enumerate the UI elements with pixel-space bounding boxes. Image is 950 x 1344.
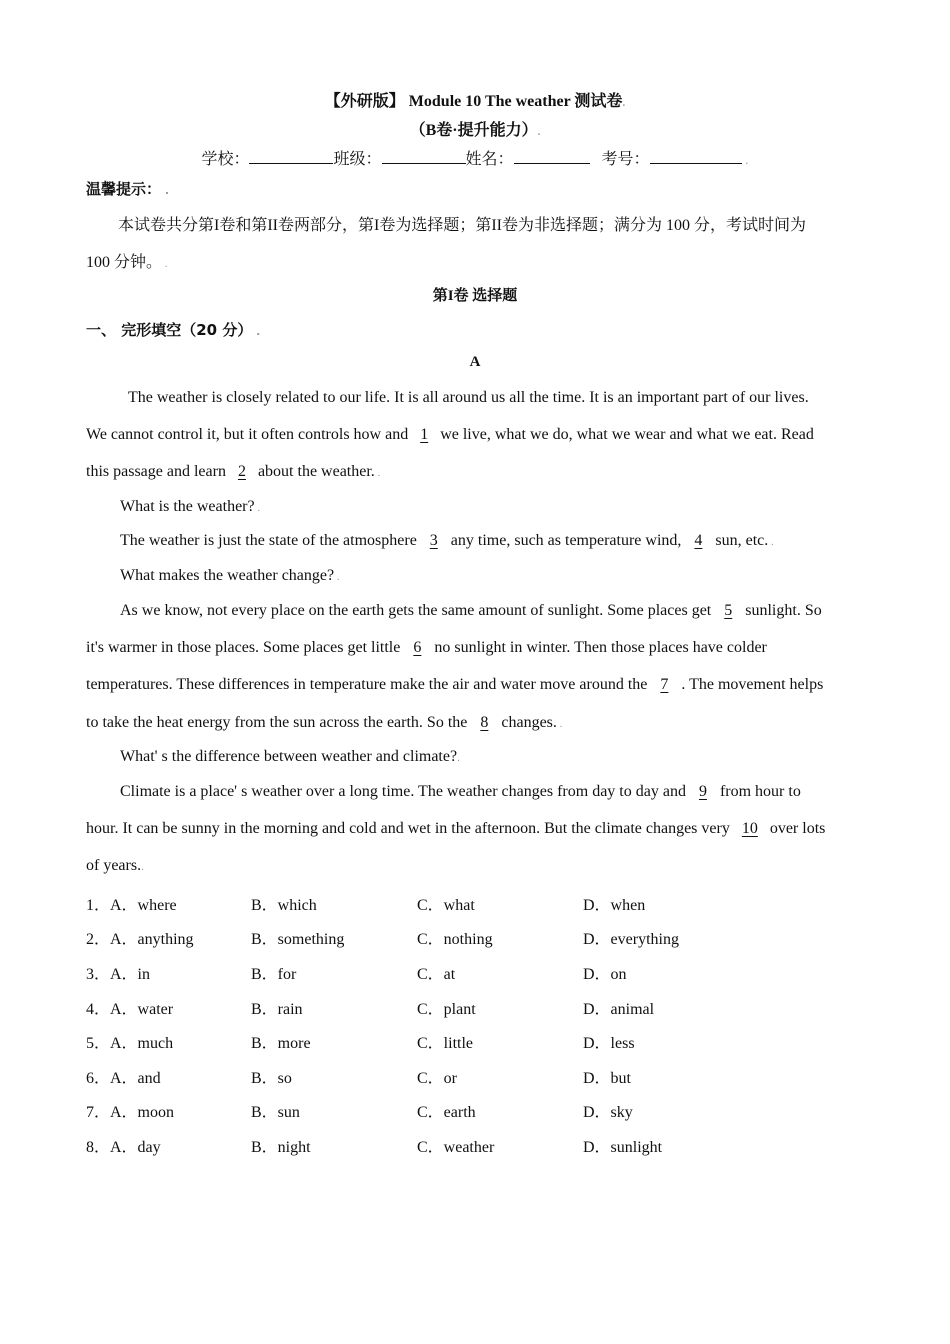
section-one-title: 一、 完形填空（20 分） .: [86, 321, 261, 339]
blank-10: 10: [741, 820, 758, 837]
question-number: 3．: [86, 966, 111, 983]
class-label: 班级：: [333, 149, 382, 168]
passage-question-text: What' s the difference between weather and climate?: [120, 748, 458, 765]
option-c[interactable]: C．or: [417, 1070, 458, 1087]
student-info-row: 学校： 班级： 姓名： 考号： .: [201, 149, 749, 168]
part-one-title: 第I卷 选择题: [432, 288, 518, 304]
passage-text: We cannot control it, but it often controls how and: [86, 426, 409, 443]
school-label: 学校：: [201, 149, 250, 168]
passage-line: The weather is just the state of the atmosphere 3 any time, such as temperature wind, 4 sun, etc. .: [120, 532, 774, 549]
exam-subtitle-text: （B卷·提升能力）: [409, 122, 538, 139]
passage-line: [120, 602, 822, 620]
question-number: 2．: [86, 931, 111, 948]
tips-line-1: 本试卷共分第I卷和第II卷两部分，第I卷为选择题；第II卷为非选择题；满分为 100 分，考试时间为: [118, 217, 806, 234]
passage-text: of years.: [86, 857, 142, 874]
question-row: [0, 1099, 950, 1123]
passage-text: hour. It can be sunny in the morning and cold and wet in the afternoon. But the climate changes very: [86, 820, 730, 837]
passage-question: What' s the difference between weather and climate?.: [120, 748, 460, 765]
passage-text: to take the heat energy from the sun across the earth. So the: [86, 714, 468, 731]
school-blank: [249, 162, 333, 164]
option-c[interactable]: C．weather: [417, 1139, 495, 1156]
option-a[interactable]: A．water: [110, 1001, 174, 1018]
blank-8: 8: [480, 714, 489, 731]
passage-text: . The movement helps: [681, 676, 824, 693]
option-b[interactable]: B．rain: [251, 1001, 303, 1018]
question-row: [0, 926, 950, 950]
option-c[interactable]: C．at: [417, 966, 456, 983]
question-number: 7．: [86, 1104, 111, 1121]
exam-subtitle: （B卷·提升能力）.: [409, 122, 541, 139]
passage-question-text: What makes the weather change?: [120, 567, 335, 584]
blank-3: 3: [429, 532, 438, 549]
passage-line: The weather is closely related to our life. It is all around us all the time. It is an important part of our lives.: [128, 389, 809, 406]
option-c[interactable]: C．nothing: [417, 931, 493, 948]
option-b[interactable]: B．something: [251, 931, 345, 948]
passage-question-text: What is the weather?: [120, 498, 255, 515]
blank-2: 2: [237, 463, 246, 480]
option-d[interactable]: D．less: [583, 1035, 635, 1052]
option-c[interactable]: C．earth: [417, 1104, 476, 1121]
option-a[interactable]: A．where: [110, 897, 177, 914]
passage-text: sun, etc.: [715, 532, 769, 549]
option-c[interactable]: C．plant: [417, 1001, 476, 1018]
option-d[interactable]: D．but: [583, 1070, 632, 1087]
option-a[interactable]: A．moon: [110, 1104, 175, 1121]
passage-text: over lots: [769, 820, 826, 837]
option-b[interactable]: B．sun: [251, 1104, 300, 1121]
option-a[interactable]: A．much: [110, 1035, 174, 1052]
option-d[interactable]: D．sky: [583, 1104, 633, 1121]
option-d[interactable]: D．when: [583, 897, 646, 914]
question-row: [0, 961, 950, 985]
passage-text: this passage and learn: [86, 463, 226, 480]
exam-no-label: 考号：: [601, 149, 650, 168]
question-row: [0, 1065, 950, 1089]
option-d[interactable]: D．sunlight: [583, 1139, 663, 1156]
passage-question: What is the weather? .: [120, 498, 261, 515]
class-blank: [382, 162, 466, 164]
passage-text: As we know, not every place on the earth gets the same amount of sunlight. Some places get: [120, 602, 712, 619]
passage-line: this passage and learn 2 about the weather. .: [86, 463, 381, 480]
exam-no-blank: [650, 162, 742, 164]
question-row: [0, 1134, 950, 1158]
exam-title-text: 【外研版】 Module 10 The weather 测试卷: [324, 93, 623, 110]
tips-line-2-text: 100 分钟。: [86, 254, 163, 271]
passage-text: it's warmer in those places. Some places get little: [86, 639, 401, 656]
option-a[interactable]: A．anything: [110, 931, 194, 948]
passage-text: from hour to: [719, 783, 801, 800]
name-blank: [514, 162, 590, 164]
option-a[interactable]: A．day: [110, 1139, 161, 1156]
tips-heading-text: 温馨提示：: [86, 180, 162, 198]
blank-6: 6: [413, 639, 422, 656]
question-row: [0, 1030, 950, 1054]
passage-text: about the weather.: [257, 463, 375, 480]
option-a[interactable]: A．and: [110, 1070, 161, 1087]
blank-1: 1: [420, 426, 429, 443]
section-one-title-text: 一、 完形填空（20 分）: [86, 321, 253, 339]
option-d[interactable]: D．on: [583, 966, 627, 983]
tips-line-2: 100 分钟。 .: [86, 254, 168, 271]
option-c[interactable]: C．little: [417, 1035, 474, 1052]
name-label: 姓名：: [465, 149, 514, 168]
passage-text: no sunlight in winter. Then those places have colder: [434, 639, 767, 656]
question-row: [0, 892, 950, 916]
passage-line: [86, 820, 825, 838]
passage-line: of years..: [86, 857, 144, 874]
option-b[interactable]: B．more: [251, 1035, 311, 1052]
option-b[interactable]: B．so: [251, 1070, 292, 1087]
passage-text: Climate is a place' s weather over a long time. The weather changes from day to day and: [120, 783, 686, 800]
option-b[interactable]: B．for: [251, 966, 297, 983]
passage-text: The weather is just the state of the atmosphere: [120, 532, 417, 549]
blank-5: 5: [724, 602, 733, 619]
blank-9: 9: [698, 783, 707, 800]
option-c[interactable]: C．what: [417, 897, 475, 914]
blank-4: 4: [694, 532, 703, 549]
blank-7: 7: [660, 676, 669, 693]
question-number: 4．: [86, 1001, 111, 1018]
question-row: [0, 996, 950, 1020]
option-b[interactable]: B．night: [251, 1139, 311, 1156]
passage-line: to take the heat energy from the sun across the earth. So the 8 changes. .: [86, 714, 563, 731]
option-d[interactable]: D．animal: [583, 1001, 655, 1018]
passage-line: [86, 639, 767, 657]
passage-line: [120, 783, 801, 801]
passage-question: What makes the weather change? .: [120, 567, 340, 584]
passage-label: A: [469, 354, 481, 370]
question-number: 6．: [86, 1070, 111, 1087]
passage-text: sunlight. So: [745, 602, 822, 619]
question-number: 5．: [86, 1035, 111, 1052]
passage-line: [86, 676, 823, 694]
exam-title: 【外研版】 Module 10 The weather 测试卷.: [324, 93, 626, 110]
tips-heading: 温馨提示： .: [86, 180, 170, 198]
question-number: 1．: [86, 897, 111, 914]
option-a[interactable]: A．in: [110, 966, 151, 983]
option-b[interactable]: B．which: [251, 897, 317, 914]
passage-text: we live, what we do, what we wear and what we eat. Read: [440, 426, 814, 443]
passage-text: changes.: [501, 714, 557, 731]
passage-text: any time, such as temperature wind,: [450, 532, 682, 549]
passage-line: [86, 426, 814, 444]
passage-text: temperatures. These differences in temperature make the air and water move around the: [86, 676, 648, 693]
question-number: 8．: [86, 1139, 111, 1156]
option-d[interactable]: D．everything: [583, 931, 679, 948]
